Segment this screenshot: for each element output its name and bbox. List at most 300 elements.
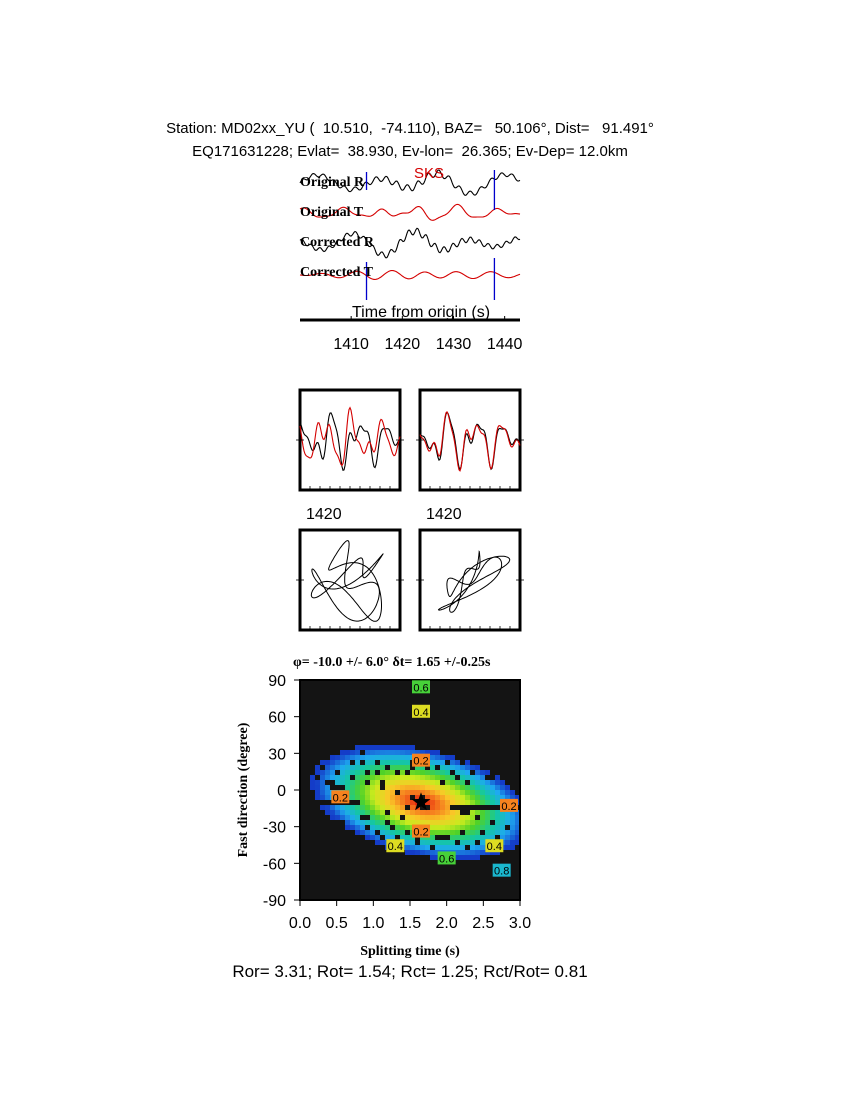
grid-cell	[455, 840, 460, 845]
grid-cell	[340, 780, 345, 785]
grid-cell	[370, 750, 375, 755]
grid-cell	[420, 725, 425, 730]
grid-cell	[335, 735, 340, 740]
grid-cell	[480, 835, 485, 840]
grid-cell	[320, 750, 325, 755]
grid-cell	[360, 715, 365, 720]
grid-cell	[435, 810, 440, 815]
grid-cell	[395, 755, 400, 760]
grid-cell	[365, 770, 370, 775]
grid-cell	[310, 785, 315, 790]
grid-cell	[405, 745, 410, 750]
grid-cell	[500, 770, 505, 775]
grid-cell	[445, 740, 450, 745]
grid-cell	[310, 850, 315, 855]
waveform-box-after	[420, 390, 520, 490]
grid-cell	[325, 775, 330, 780]
grid-cell	[385, 890, 390, 895]
grid-cell	[355, 700, 360, 705]
grid-cell	[370, 890, 375, 895]
grid-cell	[415, 870, 420, 875]
grid-cell	[465, 750, 470, 755]
grid-cell	[490, 810, 495, 815]
grid-cell	[455, 770, 460, 775]
grid-cell	[505, 850, 510, 855]
grid-cell	[410, 865, 415, 870]
grid-cell	[430, 785, 435, 790]
grid-cell	[355, 755, 360, 760]
grid-cell	[345, 855, 350, 860]
grid-cell	[480, 800, 485, 805]
grid-cell	[500, 885, 505, 890]
grid-cell	[430, 885, 435, 890]
grid-cell	[370, 810, 375, 815]
grid-cell	[470, 760, 475, 765]
grid-cell	[505, 725, 510, 730]
grid-cell	[325, 880, 330, 885]
grid-cell	[310, 810, 315, 815]
grid-cell	[440, 730, 445, 735]
grid-cell	[400, 770, 405, 775]
x-tick-label-3.0: 3.0	[508, 915, 532, 932]
grid-cell	[495, 800, 500, 805]
grid-cell	[305, 700, 310, 705]
grid-cell	[335, 835, 340, 840]
grid-cell	[485, 765, 490, 770]
grid-cell	[475, 855, 480, 860]
grid-cell	[380, 800, 385, 805]
grid-cell	[460, 700, 465, 705]
grid-cell	[355, 750, 360, 755]
grid-cell	[305, 815, 310, 820]
grid-cell	[330, 740, 335, 745]
grid-cell	[400, 685, 405, 690]
grid-cell	[490, 705, 495, 710]
grid-cell	[335, 785, 340, 790]
grid-cell	[385, 810, 390, 815]
grid-cell	[455, 870, 460, 875]
grid-cell	[460, 715, 465, 720]
grid-cell	[305, 870, 310, 875]
grid-cell	[355, 760, 360, 765]
grid-cell	[375, 840, 380, 845]
grid-cell	[400, 730, 405, 735]
grid-cell	[375, 685, 380, 690]
grid-cell	[475, 880, 480, 885]
grid-cell	[320, 845, 325, 850]
grid-cell	[355, 825, 360, 830]
grid-cell	[305, 745, 310, 750]
x-tick-label-1.5: 1.5	[398, 915, 422, 932]
grid-cell	[440, 760, 445, 765]
grid-cell	[335, 820, 340, 825]
grid-cell	[395, 805, 400, 810]
grid-cell	[435, 790, 440, 795]
grid-cell	[380, 755, 385, 760]
grid-cell	[470, 755, 475, 760]
grid-cell	[430, 865, 435, 870]
grid-cell	[375, 755, 380, 760]
grid-cell	[465, 865, 470, 870]
grid-cell	[450, 730, 455, 735]
grid-cell	[380, 770, 385, 775]
grid-cell	[310, 825, 315, 830]
grid-cell	[420, 850, 425, 855]
grid-cell	[355, 780, 360, 785]
grid-cell	[325, 730, 330, 735]
grid-cell	[390, 825, 395, 830]
grid-cell	[440, 685, 445, 690]
grid-cell	[335, 750, 340, 755]
grid-cell	[395, 730, 400, 735]
grid-cell	[495, 730, 500, 735]
grid-cell	[430, 780, 435, 785]
grid-cell	[400, 820, 405, 825]
grid-cell	[365, 800, 370, 805]
grid-cell	[345, 730, 350, 735]
particle-motion-after	[439, 552, 510, 613]
grid-cell	[425, 730, 430, 735]
grid-cell	[365, 710, 370, 715]
grid-cell	[495, 795, 500, 800]
grid-cell	[370, 780, 375, 785]
grid-cell	[370, 700, 375, 705]
grid-cell	[445, 710, 450, 715]
grid-cell	[480, 685, 485, 690]
grid-cell	[455, 780, 460, 785]
grid-cell	[305, 730, 310, 735]
grid-cell	[505, 730, 510, 735]
grid-cell	[425, 880, 430, 885]
grid-cell	[320, 725, 325, 730]
grid-cell	[490, 740, 495, 745]
grid-cell	[505, 775, 510, 780]
time-tick-label-1420: 1420	[384, 336, 421, 353]
grid-cell	[465, 690, 470, 695]
grid-cell	[480, 820, 485, 825]
grid-cell	[510, 715, 515, 720]
grid-cell	[400, 825, 405, 830]
grid-cell	[325, 830, 330, 835]
grid-cell	[505, 750, 510, 755]
grid-cell	[430, 710, 435, 715]
grid-cell	[385, 875, 390, 880]
grid-cell	[335, 885, 340, 890]
grid-cell	[420, 845, 425, 850]
grid-cell	[460, 765, 465, 770]
grid-cell	[355, 880, 360, 885]
grid-cell	[365, 765, 370, 770]
grid-cell	[355, 860, 360, 865]
grid-cell	[470, 705, 475, 710]
contour-label-9: 0.8	[494, 865, 510, 878]
grid-cell	[465, 835, 470, 840]
grid-cell	[325, 855, 330, 860]
grid-cell	[350, 695, 355, 700]
grid-cell	[500, 720, 505, 725]
grid-cell	[485, 790, 490, 795]
grid-cell	[350, 690, 355, 695]
grid-cell	[390, 855, 395, 860]
grid-cell	[320, 720, 325, 725]
grid-cell	[365, 865, 370, 870]
grid-cell	[490, 800, 495, 805]
grid-cell	[385, 780, 390, 785]
grid-cell	[315, 775, 320, 780]
grid-cell	[385, 770, 390, 775]
grid-cell	[415, 730, 420, 735]
grid-cell	[310, 805, 315, 810]
grid-cell	[380, 730, 385, 735]
grid-cell	[355, 765, 360, 770]
grid-cell	[360, 710, 365, 715]
grid-cell	[400, 725, 405, 730]
grid-cell	[340, 825, 345, 830]
time-tick-label-1430: 1430	[435, 336, 472, 353]
grid-cell	[445, 835, 450, 840]
grid-cell	[390, 705, 395, 710]
grid-cell	[330, 700, 335, 705]
grid-cell	[485, 725, 490, 730]
grid-cell	[385, 715, 390, 720]
grid-cell	[400, 765, 405, 770]
grid-cell	[370, 850, 375, 855]
grid-cell	[405, 760, 410, 765]
grid-cell	[495, 810, 500, 815]
grid-cell	[400, 860, 405, 865]
grid-cell	[400, 755, 405, 760]
grid-cell	[475, 875, 480, 880]
grid-cell	[385, 820, 390, 825]
grid-cell	[460, 885, 465, 890]
grid-cell	[390, 795, 395, 800]
grid-cell	[360, 810, 365, 815]
grid-cell	[465, 855, 470, 860]
grid-cell	[435, 875, 440, 880]
grid-cell	[335, 690, 340, 695]
grid-cell	[425, 770, 430, 775]
grid-cell	[490, 700, 495, 705]
grid-cell	[360, 775, 365, 780]
grid-cell	[455, 805, 460, 810]
grid-cell	[455, 800, 460, 805]
grid-cell	[360, 730, 365, 735]
grid-cell	[375, 795, 380, 800]
grid-cell	[335, 875, 340, 880]
grid-cell	[465, 765, 470, 770]
grid-cell	[360, 865, 365, 870]
grid-cell	[480, 860, 485, 865]
grid-cell	[475, 720, 480, 725]
grid-cell	[400, 705, 405, 710]
grid-cell	[415, 880, 420, 885]
grid-cell	[415, 840, 420, 845]
grid-cell	[375, 855, 380, 860]
grid-cell	[465, 770, 470, 775]
grid-cell	[370, 805, 375, 810]
grid-cell	[345, 830, 350, 835]
grid-cell	[380, 785, 385, 790]
grid-cell	[425, 780, 430, 785]
grid-cell	[455, 875, 460, 880]
grid-cell	[510, 820, 515, 825]
grid-cell	[455, 855, 460, 860]
grid-cell	[485, 820, 490, 825]
grid-cell	[310, 840, 315, 845]
grid-cell	[500, 750, 505, 755]
grid-cell	[390, 750, 395, 755]
grid-cell	[425, 700, 430, 705]
grid-cell	[450, 690, 455, 695]
grid-cell	[360, 830, 365, 835]
grid-cell	[340, 705, 345, 710]
grid-cell	[455, 740, 460, 745]
grid-cell	[510, 690, 515, 695]
grid-cell	[470, 765, 475, 770]
grid-cell	[315, 765, 320, 770]
grid-cell	[370, 735, 375, 740]
grid-cell	[425, 855, 430, 860]
x-tick-label-2.0: 2.0	[435, 915, 458, 932]
grid-cell	[330, 845, 335, 850]
grid-cell	[345, 870, 350, 875]
grid-cell	[400, 760, 405, 765]
grid-cell	[345, 850, 350, 855]
grid-cell	[440, 800, 445, 805]
grid-cell	[325, 840, 330, 845]
grid-cell	[390, 745, 395, 750]
grid-cell	[335, 860, 340, 865]
grid-cell	[310, 765, 315, 770]
grid-cell	[320, 840, 325, 845]
grid-cell	[430, 770, 435, 775]
grid-cell	[340, 870, 345, 875]
grid-cell	[450, 715, 455, 720]
grid-cell	[345, 685, 350, 690]
grid-cell	[430, 735, 435, 740]
grid-cell	[325, 745, 330, 750]
grid-cell	[320, 795, 325, 800]
grid-cell	[315, 800, 320, 805]
grid-cell	[495, 825, 500, 830]
grid-cell	[445, 825, 450, 830]
grid-cell	[435, 820, 440, 825]
grid-cell	[425, 810, 430, 815]
grid-cell	[305, 865, 310, 870]
contour-label-4: 0.2	[501, 800, 517, 813]
grid-cell	[435, 705, 440, 710]
grid-cell	[305, 825, 310, 830]
grid-cell	[315, 830, 320, 835]
grid-cell	[445, 790, 450, 795]
grid-cell	[480, 765, 485, 770]
grid-cell	[485, 715, 490, 720]
grid-cell	[320, 755, 325, 760]
grid-cell	[510, 730, 515, 735]
grid-cell	[315, 770, 320, 775]
grid-cell	[345, 715, 350, 720]
grid-cell	[510, 850, 515, 855]
grid-cell	[360, 740, 365, 745]
grid-cell	[395, 750, 400, 755]
grid-cell	[420, 780, 425, 785]
grid-cell	[310, 815, 315, 820]
grid-cell	[455, 685, 460, 690]
grid-cell	[320, 885, 325, 890]
grid-cell	[315, 735, 320, 740]
grid-cell	[490, 770, 495, 775]
grid-cell	[415, 725, 420, 730]
grid-cell	[425, 790, 430, 795]
grid-cell	[380, 695, 385, 700]
grid-cell	[315, 785, 320, 790]
grid-cell	[500, 830, 505, 835]
grid-cell	[430, 890, 435, 895]
grid-cell	[400, 810, 405, 815]
grid-cell	[510, 870, 515, 875]
grid-cell	[340, 835, 345, 840]
grid-cell	[460, 855, 465, 860]
grid-cell	[495, 690, 500, 695]
grid-cell	[510, 785, 515, 790]
grid-cell	[330, 825, 335, 830]
grid-cell	[350, 870, 355, 875]
grid-cell	[425, 745, 430, 750]
grid-cell	[465, 820, 470, 825]
grid-cell	[385, 870, 390, 875]
grid-cell	[450, 870, 455, 875]
grid-cell	[330, 810, 335, 815]
grid-cell	[375, 715, 380, 720]
grid-cell	[435, 825, 440, 830]
grid-cell	[465, 805, 470, 810]
grid-cell	[370, 715, 375, 720]
grid-cell	[320, 875, 325, 880]
grid-cell	[455, 760, 460, 765]
grid-cell	[310, 740, 315, 745]
grid-cell	[400, 890, 405, 895]
grid-cell	[355, 745, 360, 750]
grid-cell	[455, 865, 460, 870]
grid-cell	[375, 885, 380, 890]
grid-cell	[455, 830, 460, 835]
grid-cell	[470, 810, 475, 815]
grid-title: φ= -10.0 +/- 6.0° δt= 1.65 +/-0.25s	[293, 655, 491, 670]
grid-cell	[360, 815, 365, 820]
grid-cell	[450, 875, 455, 880]
grid-cell	[365, 830, 370, 835]
grid-cell	[335, 850, 340, 855]
grid-cell	[455, 690, 460, 695]
grid-cell	[395, 780, 400, 785]
grid-cell	[460, 780, 465, 785]
grid-cell	[405, 870, 410, 875]
grid-cell	[325, 720, 330, 725]
grid-cell	[345, 810, 350, 815]
grid-cell	[475, 765, 480, 770]
grid-cell	[425, 890, 430, 895]
waveform-tick-label-left: 1420	[306, 506, 342, 523]
grid-cell	[340, 775, 345, 780]
grid-cell	[355, 710, 360, 715]
grid-cell	[390, 815, 395, 820]
grid-cell	[475, 750, 480, 755]
grid-cell	[380, 750, 385, 755]
grid-cell	[480, 780, 485, 785]
grid-cell	[455, 795, 460, 800]
grid-cell	[310, 685, 315, 690]
grid-cell	[375, 880, 380, 885]
